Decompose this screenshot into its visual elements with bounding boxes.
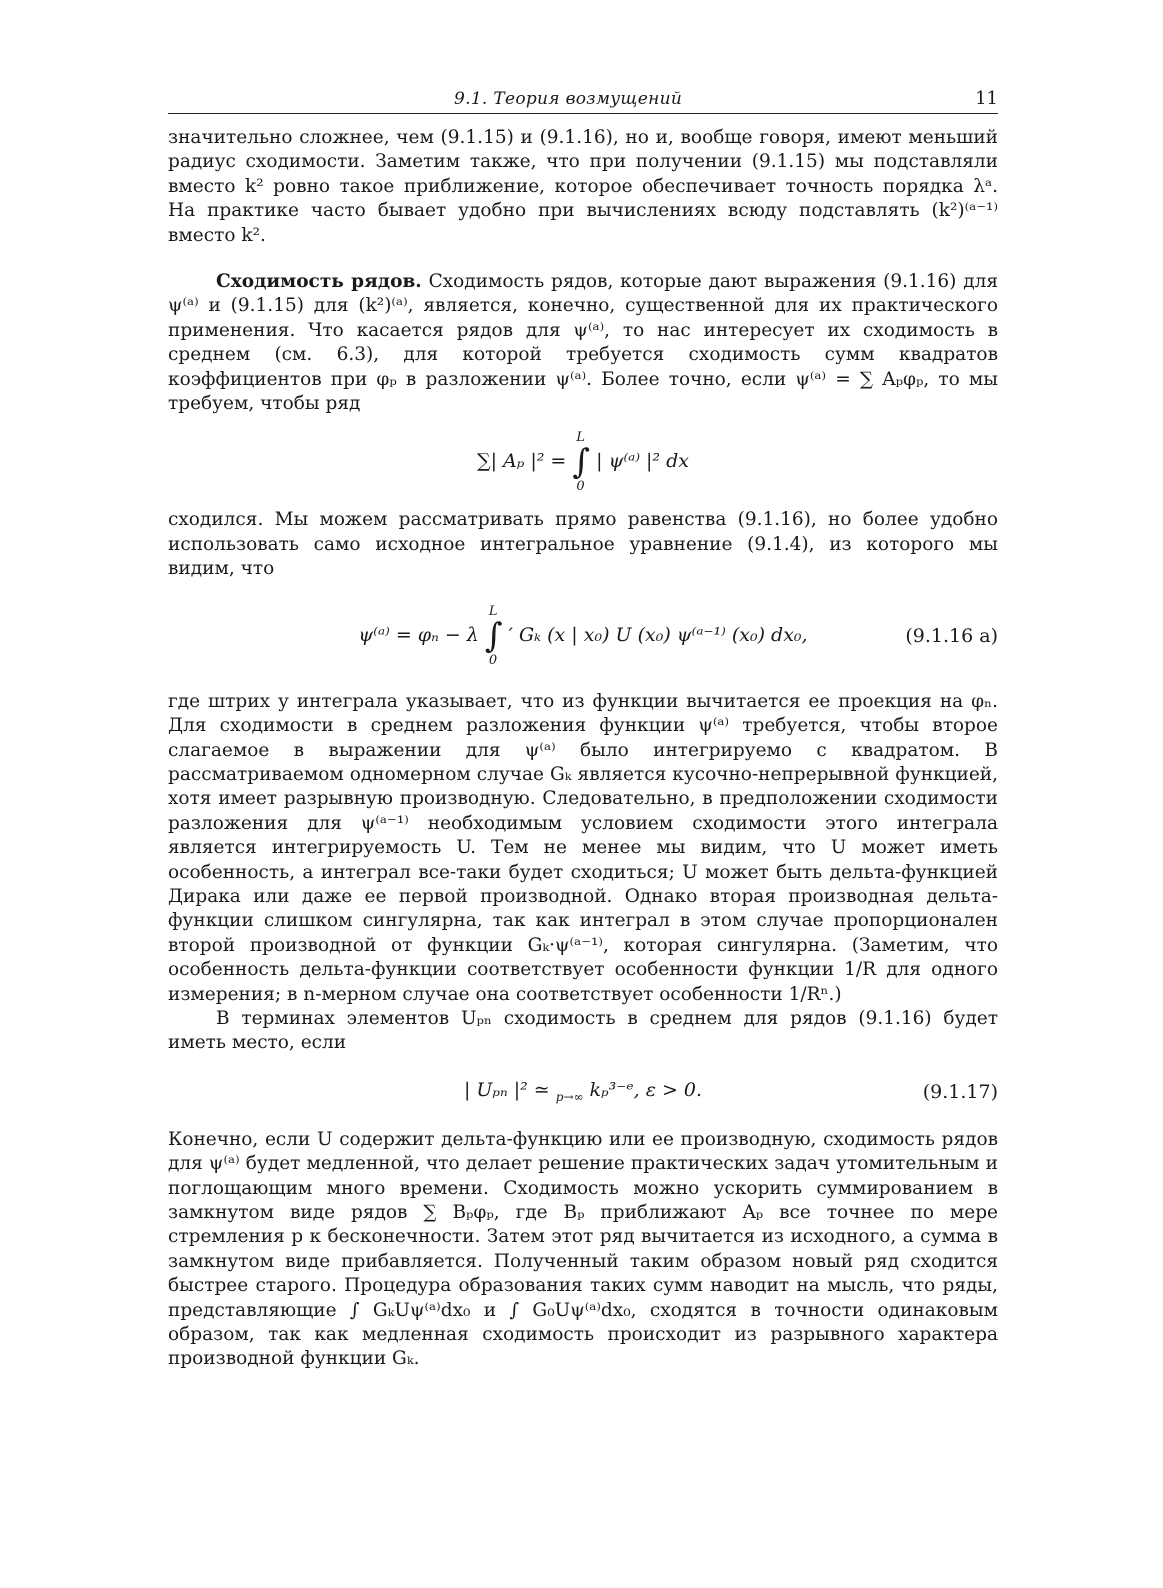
paragraph-2 <box>168 270 998 416</box>
integral-sign: ∫ L 0 <box>484 603 503 668</box>
equation-1 <box>168 416 998 508</box>
running-header <box>168 88 998 114</box>
run-in-heading: Сходимость рядов. <box>216 271 422 293</box>
eq3-rhs: kₚ³⁻ᵉ, ε > 0. <box>589 1079 703 1102</box>
equation-2 <box>168 582 998 690</box>
page-number: 11 <box>975 88 998 109</box>
paragraph-5: В терминах элементов Uₚₙ сходимость в среднем для рядов (9.1.16) будет иметь место, если <box>168 1007 998 1054</box>
eq2-upper-limit: L <box>488 603 498 619</box>
eq2-lhs: ψ⁽ᵃ⁾ = φₙ − λ <box>358 623 479 646</box>
paragraph-3: сходился. Мы можем рассматривать прямо равенства (9.1.16), но более удобно использовать само исходное интегральное уравнение (9.1.4), из которого мы видим, что <box>168 509 998 580</box>
eq1-upper-limit: L <box>576 430 586 446</box>
eq3-under: p→∞ <box>555 1090 584 1105</box>
running-title: 9.1. Теория возмущений <box>454 89 683 109</box>
eq1-lower-limit: 0 <box>576 479 585 495</box>
paragraph-6: Конечно, если U содержит дельта-функцию или ее производную, сходимость рядов для ψ⁽ᵃ⁾ будет медленной, что делает решение практических задач утомительным и поглощающим много времени. Сходимость можно ускорить суммированием в замкнутом виде рядов ∑ Bₚφₚ, где Bₚ приближают Aₚ все точнее по мере стремления p к бесконечности. Затем этот ряд вычитается из исходного, а сумма в замкнутом виде прибавляется. Полученный таким образом новый ряд сходится быстрее старого. Процедура образования таких сумм наводит на мысль, что ряды, представляющие ∫ GₖUψ⁽ᵃ⁾dx₀ и ∫ G₀Uψ⁽ᵃ⁾dx₀, сходятся в точности одинаковым образом, так как медленная сходимость происходит из разрывного характера производной функции Gₖ. <box>168 1128 998 1370</box>
eq1-rhs: | ψ⁽ᵃ⁾ |² dx <box>596 450 689 473</box>
eq2-lower-limit: 0 <box>488 652 498 668</box>
paragraph-4: где штрих у интеграла указывает, что из функции вычитается ее проекция на φₙ. Для сходимости в среднем разложения функции ψ⁽ᵃ⁾ требуется, чтобы второе слагаемое в выражении для ψ⁽ᵃ⁾ было интегрируемо с квадратом. В рассматриваемом одномерном случае Gₖ является кусочно-непрерывной функцией, хотя имеет разрывную производную. Следовательно, в предположении сходимости разложения для ψ⁽ᵃ⁻¹⁾ необходимым условием сходимости этого интеграла является интегрируемость U. Тем не менее мы видим, что U может иметь особенность, а интеграл все-таки будет сходиться; U может быть дельта-функцией Дирака или даже ее первой производной. Однако вторая производная дельта-функции слишком сингулярна, так как интеграл в этом случае пропорционален второй производной от функции Gₖ·ψ⁽ᵃ⁻¹⁾, которая сингулярна. (Заметим, что особенность дельта-функции соответствует особенности функции 1/R для одного измерения; в n-мерном случае она соответствует особенности 1/Rⁿ.) <box>168 690 998 1005</box>
paragraph-1: значительно сложнее, чем (9.1.15) и (9.1.16), но и, вообще говоря, имеют меньший радиус сходимости. Заметим также, что при получении (9.1.15) мы подставляли вместо k² ровно такое приближение, которое обеспечивает точность порядка λᵃ. На практике часто бывает удобно при вычислениях всюду подставлять (k²)⁽ᵃ⁻¹⁾ вместо k². <box>168 127 998 246</box>
integral-sign: ∫ L 0 <box>572 430 591 495</box>
eq3-lhs: | Uₚₙ |² ≃ <box>463 1079 550 1102</box>
page <box>168 88 998 1372</box>
eq2-label: (9.1.16 a) <box>905 624 998 647</box>
paragraph-2-text: Сходимость рядов, которые дают выражения (9.1.16) для ψ⁽ᵃ⁾ и (9.1.15) для (k²)⁽ᵃ⁾, является, конечно, существенной для их практического применения. Что касается рядов для ψ⁽ᵃ⁾, то нас интересует их сходимость в среднем (см. 6.3), для которой требуется сходимость сумм квадратов коэффициентов при φₚ в разложении ψ⁽ᵃ⁾. Более точно, если ψ⁽ᵃ⁾ = ∑ Aₚφₚ, то мы требуем, чтобы ряд <box>168 271 999 415</box>
equation-3 <box>168 1056 998 1128</box>
eq1-lhs: ∑| Aₚ |² = <box>477 450 567 473</box>
eq3-label: (9.1.17) <box>922 1080 998 1103</box>
eq2-rhs: ′ Gₖ (x | x₀) U (x₀) ψ⁽ᵃ⁻¹⁾ (x₀) dx₀, <box>508 623 808 646</box>
